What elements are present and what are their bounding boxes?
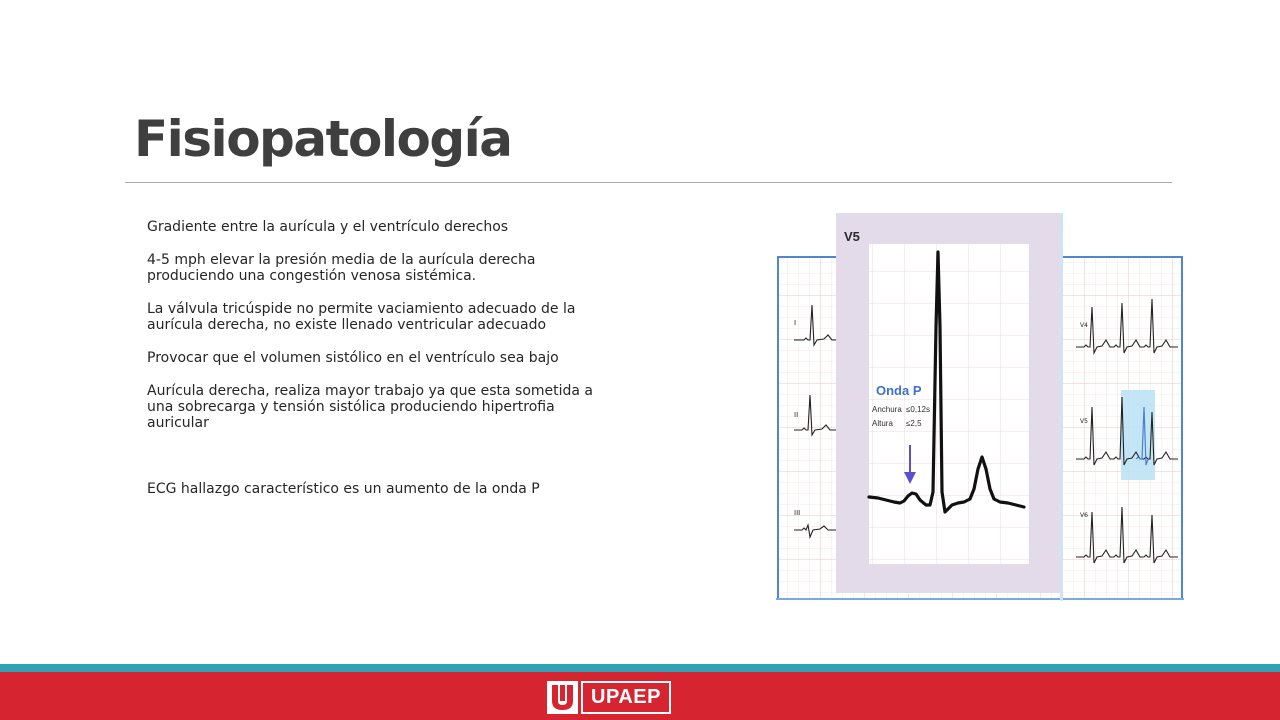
bullet-item: ECG hallazgo característico es un aumento de la onda P <box>147 481 540 497</box>
bullet-list <box>147 219 617 514</box>
wave-row-value: ≤0,12s <box>906 405 930 414</box>
highlight-box <box>1121 390 1155 480</box>
lead-label: V5 <box>1080 418 1088 425</box>
logo-wordmark: UPAEP <box>581 681 671 714</box>
lead-label: V6 <box>1080 512 1088 519</box>
lead-label: II <box>794 411 799 419</box>
lead-label-v5: V5 <box>844 229 860 244</box>
lead-label: III <box>794 509 801 517</box>
bullet-item: Aurícula derecha, realiza mayor trabajo ya que esta sometida a una sobrecarga y tensión sistólica produciendo hipertrofia auricular <box>147 383 594 431</box>
lead-label: I <box>794 319 797 327</box>
bullet-item: 4-5 mph elevar la presión media de la aurícula derecha produciendo una congestión venosa sistémica. <box>147 252 536 284</box>
bullet-item: Gradiente entre la aurícula y el ventrículo derechos <box>147 219 509 235</box>
upaep-logo <box>547 681 671 714</box>
bullet-item: Provocar que el volumen sistólico en el ventrículo sea bajo <box>147 350 559 366</box>
wave-title: Onda P <box>876 383 922 398</box>
bullet-item: La válvula tricúspide no permite vaciamiento adecuado de la aurícula derecha, no existe llenado ventricular adecuado <box>147 301 576 333</box>
title-divider <box>125 182 1172 183</box>
footer-accent-bar <box>0 664 1280 672</box>
wave-row-value: ≤2,5 <box>906 419 922 428</box>
ecg-figure <box>776 207 1184 602</box>
wave-row-label: Anchura <box>872 405 902 414</box>
slide-title: Fisiopatología <box>134 110 512 168</box>
wave-row-label: Altura <box>872 419 893 428</box>
lead-label: V4 <box>1080 322 1088 329</box>
logo-u-icon <box>547 681 578 714</box>
